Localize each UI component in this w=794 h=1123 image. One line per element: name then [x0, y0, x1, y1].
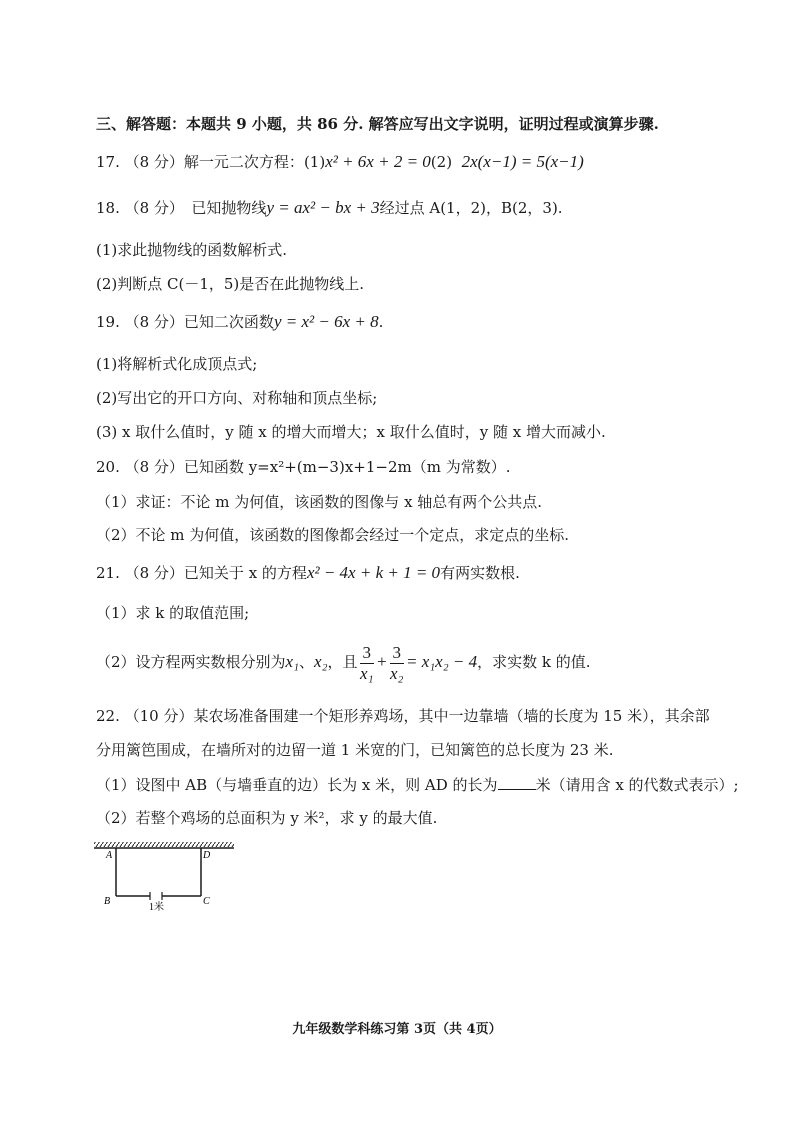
q22-sub-2: （2）若整个鸡场的总面积为 y 米²，求 y 的最大值.: [96, 809, 438, 827]
question-22-line-1: 22. （10 分）某农场准备围建一个矩形养鸡场，其中一边靠墙（墙的长度为 15 米），其余部: [96, 707, 710, 725]
q21-fraction-2-numerator: 3: [390, 643, 405, 664]
q21-comma: 、: [299, 653, 315, 671]
q21-x2: x₂: [314, 652, 328, 671]
q18-head: 18. （8 分） 已知抛物线: [96, 199, 267, 217]
label-a: A: [106, 850, 113, 861]
q21-sub-1: （1）求 k 的取值范围;: [96, 604, 250, 622]
page-footer: 九年级数学科练习第 3页（共 4页）: [292, 1022, 502, 1037]
section-title: 三、解答题：本题共 9 小题，共 86 分. 解答应写出文字说明，证明过程或演算步骤.: [96, 115, 659, 133]
q18-equation: y = ax² − bx + 3: [266, 198, 380, 217]
question-17: [96, 152, 584, 172]
label-b: B: [104, 896, 111, 907]
q21-sub-2: [96, 640, 591, 684]
q19-sub-2: (2)写出它的开口方向、对称轴和顶点坐标;: [96, 389, 378, 407]
question-18: [96, 198, 563, 218]
wall-hatching: [94, 842, 234, 847]
q18-sub-2: (2)判断点 C(－1，5)是否在此抛物线上.: [96, 275, 365, 293]
q21-plus: +: [376, 652, 388, 671]
question-21: [96, 563, 520, 583]
answer-blank: [498, 775, 536, 790]
q17-equation-1: x² + 6x + 2 = 0: [325, 152, 431, 171]
q20-sub-1: （1）求证：不论 m 为何值，该函数的图像与 x 轴总有两个公共点.: [96, 493, 543, 511]
q21-rhs: = x₁x₂ − 4: [406, 652, 478, 671]
q21-x1: x₁: [285, 652, 300, 671]
q20-sub-2: （2）不论 m 为何值，该函数的图像都会经过一个定点，求定点的坐标.: [96, 526, 570, 544]
q21-sub2-tail: ，求实数 k 的值.: [477, 653, 591, 671]
q19-head: 19. （8 分）已知二次函数: [96, 313, 274, 331]
q21-head: 21. （8 分）已知关于 x 的方程: [96, 564, 307, 582]
q19-equation: y = x² − 6x + 8: [273, 312, 379, 331]
q18-tail: 经过点 A(1，2)，B(2，3).: [379, 199, 563, 217]
q21-fraction-1: [360, 643, 375, 684]
q21-tail: 有两实数根.: [440, 564, 520, 582]
door-label: 1米: [149, 902, 164, 913]
q17-part1-label: (1): [303, 153, 326, 171]
q21-fraction-2: [390, 643, 405, 684]
question-22-line-2: 分用篱笆围成，在墙所对的边留一道 1 米宽的门，已知篱笆的总长度为 23 米.: [96, 741, 614, 759]
q17-head: 17. （8 分）解一元二次方程：: [96, 153, 304, 171]
question-19: [96, 312, 383, 332]
q21-equation: x² − 4x + k + 1 = 0: [306, 563, 441, 582]
q17-equation-2: 2x(x−1) = 5(x−1): [461, 152, 584, 171]
label-c: C: [203, 896, 210, 907]
q19-sub-1: (1)将解析式化成顶点式;: [96, 355, 258, 373]
q19-sub-3: (3) x 取什么值时，y 随 x 的增大而增大；x 取什么值时，y 随 x 增大而减小.: [96, 423, 606, 441]
q21-fraction-2-denominator: x₂: [390, 663, 404, 683]
question-20: 20. （8 分）已知函数 y=x²+(m−3)x+1−2m（m 为常数）.: [96, 458, 511, 476]
q22-sub1-tail: 米（请用含 x 的代数式表示）;: [535, 776, 739, 794]
q17-part2-label: (2): [430, 153, 453, 171]
q19-dot: .: [378, 313, 384, 331]
q21-fraction-1-numerator: 3: [360, 643, 375, 664]
q18-sub-1: (1)求此抛物线的函数解析式.: [96, 241, 288, 259]
chicken-coop-figure: [94, 838, 244, 918]
q22-sub1-prefix: （1）设图中 AB（与墙垂直的边）长为 x 米，则 AD 的长为: [96, 776, 498, 794]
q21-sub2-mid: ，且: [327, 653, 358, 671]
label-d: D: [203, 850, 211, 861]
q21-sub2-prefix: （2）设方程两实数根分别为: [96, 653, 286, 671]
q21-fraction-1-denominator: x₁: [360, 663, 374, 683]
q22-sub-1: [96, 775, 739, 795]
